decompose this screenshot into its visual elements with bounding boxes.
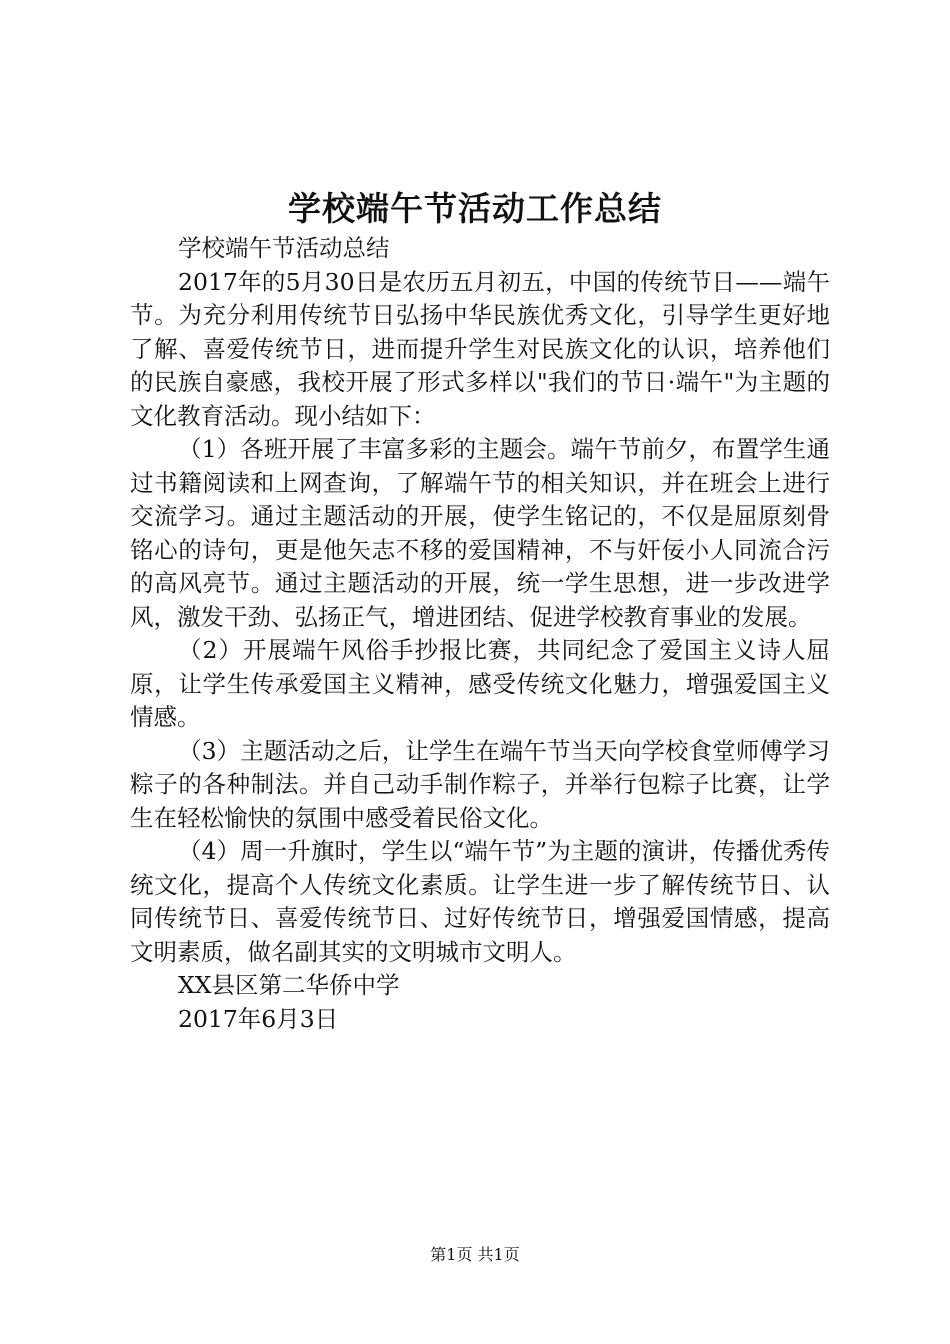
signature-line: XX县区第二华侨中学 <box>178 971 400 999</box>
document-body <box>130 232 830 1036</box>
activity-paragraph-3: （3）主题活动之后，让学生在端午节当天向学校食堂师傅学习粽子的各种制法。并自己动手制作粽子，并举行包粽子比赛，让学生在轻松愉快的氛围中感受着民俗文化。 <box>130 736 830 832</box>
page-number-footer: 第1页 共1页 <box>430 1245 520 1264</box>
activity-paragraph-4: （4）周一升旗时，学生以“端午节”为主题的演讲，传播优秀传统文化，提高个人传统文化素质。让学生进一步了解传统节日、认同传统节日、喜爱传统节日、过好传统节日，增强爱国情感，提高文明素质，做名副其实的文明城市文明人。 <box>130 837 830 966</box>
document-title: 学校端午节活动工作总结 <box>288 189 662 228</box>
activity-paragraph-1: （1）各班开展了丰富多彩的主题会。端午节前夕，布置学生通过书籍阅读和上网查询，了解端午节的相关知识，并在班会上进行交流学习。通过主题活动的开展，使学生铭记的，不仅是屈原刻骨铭心的诗句，更是他矢志不移的爱国精神，不与奸佞小人同流合污的高风亮节。通过主题活动的开展，统一学生思想，进一步改进学风，激发干劲、弘扬正气，增进团结、促进学校教育事业的发展。 <box>130 435 830 631</box>
document-subtitle: 学校端午节活动总结 <box>178 234 390 262</box>
date-line: 2017年6月3日 <box>178 1004 339 1033</box>
activity-paragraph-2: （2）开展端午风俗手抄报比赛，共同纪念了爱国主义诗人屈原，让学生传承爱国主义精神，感受传统文化魅力，增强爱国主义情感。 <box>130 636 830 731</box>
intro-paragraph: 2017年的5月30日是农历五月初五，中国的传统节日——端午节。为充分利用传统节日弘扬中华民族优秀文化，引导学生更好地了解、喜爱传统节日，进而提升学生对民族文化的认识，培养他们的民族自豪感，我校开展了形式多样以"我们的节日·端午"为主题的文化教育活动。现小结如下： <box>130 267 830 430</box>
